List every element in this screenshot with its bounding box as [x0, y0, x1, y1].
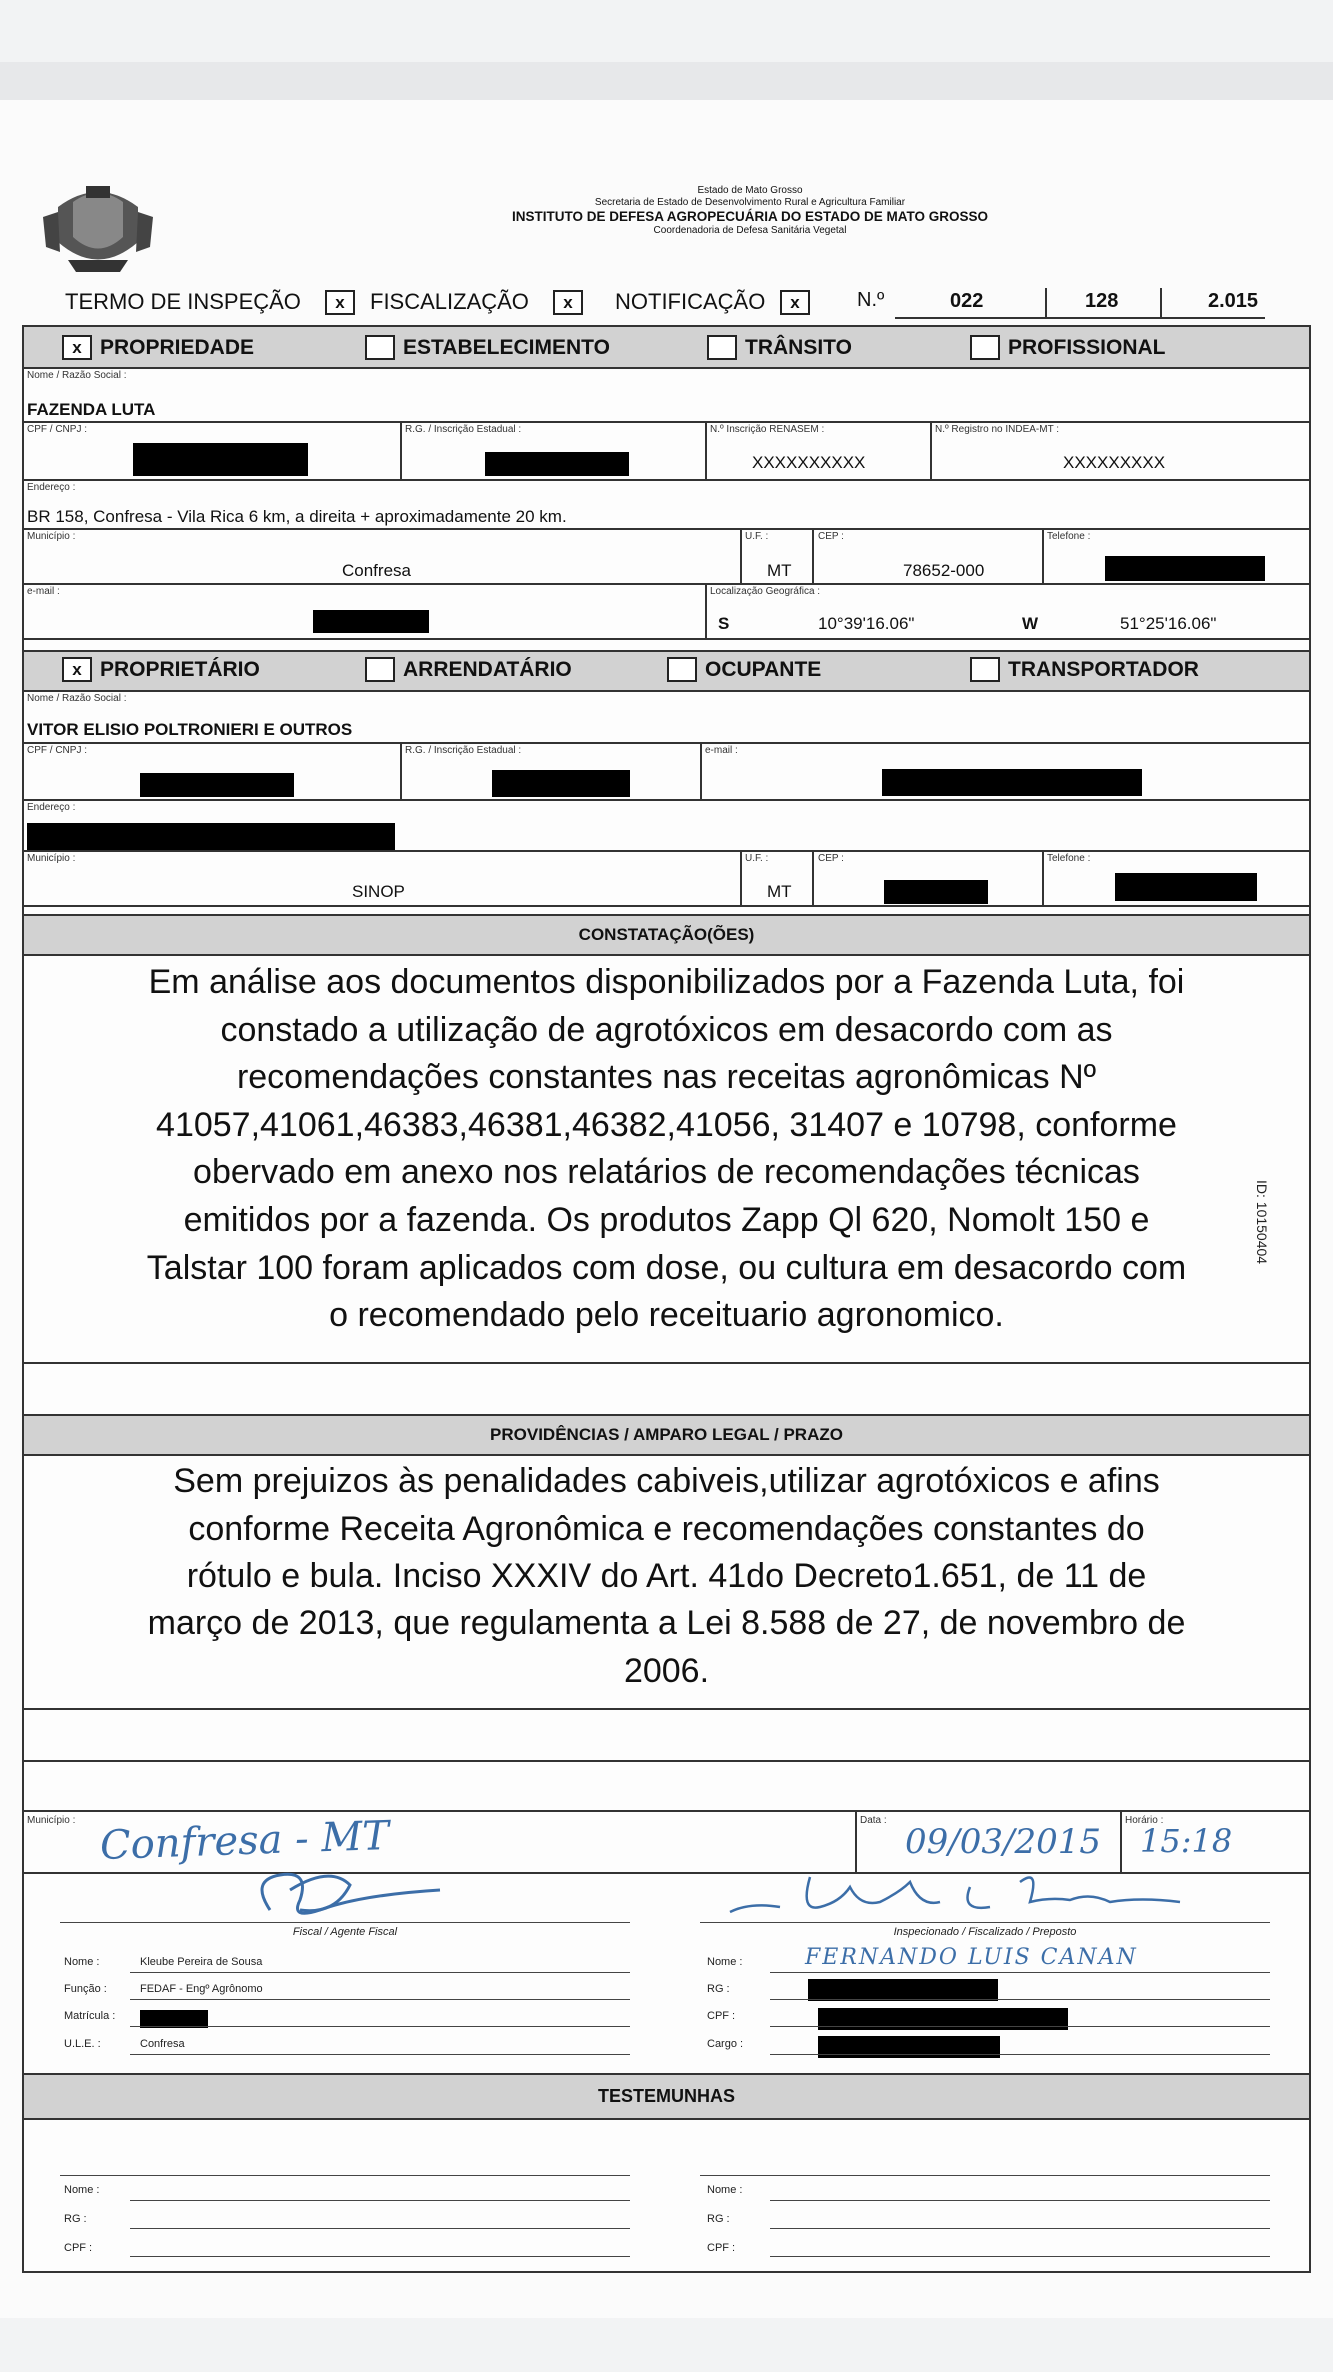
numero-part-2: 128 — [1085, 290, 1119, 312]
insp-nome-label: Nome : — [707, 1956, 743, 1968]
rule — [130, 2200, 630, 2201]
constatacao-line: constado a utilização de agrotóxicos em desacordo com as — [220, 1011, 1113, 1049]
rule — [130, 1999, 630, 2000]
rule — [22, 954, 1311, 956]
sign-data-label: Data : — [860, 1815, 887, 1826]
local-municipio-value: Confresa — [342, 561, 411, 580]
proprietario-checkbox[interactable]: x — [62, 657, 92, 682]
rule — [22, 1362, 1311, 1364]
resp-endereco-label: Endereço : — [27, 802, 76, 813]
rule — [22, 905, 1311, 907]
fiscal-nome-label: Nome : — [64, 1956, 100, 1968]
rule — [22, 2073, 1311, 2075]
numero-part-1: 022 — [950, 290, 984, 312]
rule — [700, 742, 702, 799]
estabelecimento-label: ESTABELECIMENTO — [403, 336, 610, 359]
local-telefone-redaction — [1105, 556, 1265, 581]
rule — [705, 421, 707, 479]
local-indea-label: N.º Registro no INDEA-MT : — [935, 424, 1060, 435]
fiscal-ule-label: U.L.E. : — [64, 2038, 101, 2050]
rule — [130, 2256, 630, 2257]
testemunhas-title: TESTEMUNHAS — [597, 2086, 735, 2106]
rule — [22, 1760, 1311, 1762]
test2-rg-label: RG : — [707, 2213, 730, 2225]
resp-rg-redaction — [492, 770, 630, 797]
resp-telefone-redaction — [1115, 873, 1257, 901]
numero-part-3: 2.015 — [1208, 290, 1259, 312]
local-lat-value: 10°39'16.06" — [818, 614, 915, 633]
coat-of-arms-icon — [38, 172, 158, 282]
rule — [22, 2118, 1311, 2120]
rule — [812, 850, 814, 905]
local-nome-value: FAZENDA LUTA — [27, 400, 156, 419]
profissional-checkbox[interactable] — [970, 335, 1000, 360]
local-cep-label: CEP : — [818, 531, 844, 542]
ocupante-checkbox[interactable] — [667, 657, 697, 682]
rule — [770, 2200, 1270, 2201]
propriedade-label: PROPRIEDADE — [100, 336, 255, 359]
resp-uf-value: MT — [767, 882, 792, 901]
sign-municipio-handwritten: Confresa - MT — [99, 1812, 390, 1870]
rule — [705, 583, 707, 638]
local-lon-dir: W — [1022, 614, 1039, 633]
fiscal-funcao-label: Função : — [64, 1983, 107, 1995]
rule — [22, 850, 1311, 852]
termo-inspecao-label: TERMO DE INSPEÇÃO — [65, 289, 301, 314]
rule — [22, 742, 1311, 744]
rule — [812, 528, 814, 583]
local-indea-value: XXXXXXXXX — [1063, 453, 1166, 472]
local-cep-value: 78652-000 — [903, 561, 985, 580]
resp-cpf-redaction — [140, 773, 294, 797]
transito-label: TRÂNSITO — [745, 336, 852, 359]
local-rg-label: R.G. / Inscrição Estadual : — [405, 424, 522, 435]
sign-data-handwritten: 09/03/2015 — [905, 1822, 1101, 1862]
constatacao-line: Em análise aos documentos disponibilizados por a Fazenda Luta, foi — [148, 963, 1185, 1001]
local-cpf-redaction — [133, 443, 308, 476]
numero-divider-2 — [1160, 288, 1162, 318]
rule — [400, 421, 402, 479]
insp-cpf-label: CPF : — [707, 2010, 736, 2022]
local-telefone-label: Telefone : — [1047, 531, 1091, 542]
rule — [1042, 850, 1044, 905]
providencias-line: março de 2013, que regulamenta a Lei 8.588 de 27, de novembro de — [147, 1604, 1186, 1642]
rule — [22, 583, 1311, 585]
local-nome-label: Nome / Razão Social : — [27, 370, 127, 381]
local-email-redaction — [313, 610, 429, 633]
fiscal-caption: Fiscal / Agente Fiscal — [292, 1926, 398, 1938]
fiscal-signature — [240, 1860, 460, 1928]
local-renasem-value: XXXXXXXXXX — [752, 453, 866, 472]
rule — [22, 367, 1311, 369]
constatacao-line: obervado em anexo nos relatários de recomendações técnicas — [193, 1153, 1140, 1191]
resp-cpf-label: CPF / CNPJ : — [27, 745, 88, 756]
bottom-background-band — [0, 2318, 1333, 2372]
test2-cpf-label: CPF : — [707, 2242, 736, 2254]
local-renasem-label: N.º Inscrição RENASEM : — [710, 424, 825, 435]
transportador-label: TRANSPORTADOR — [1008, 658, 1199, 681]
local-municipio-label: Município : — [27, 531, 76, 542]
insp-nome-handwritten: FERNANDO LUIS CANAN — [805, 1945, 1138, 1970]
test1-nome-label: Nome : — [64, 2184, 100, 2196]
constatacao-title: CONSTATAÇÃO(ÕES) — [578, 925, 755, 944]
rule — [22, 690, 1311, 692]
propriedade-checkbox[interactable]: x — [62, 335, 92, 360]
rule — [740, 850, 742, 905]
rule — [770, 2256, 1270, 2257]
local-endereco-value: BR 158, Confresa - Vila Rica 6 km, a direita + aproximadamente 20 km. — [27, 507, 567, 526]
fiscal-nome-value: Kleube Pereira de Sousa — [140, 1956, 263, 1968]
local-geo-label: Localização Geográfica : — [710, 586, 821, 597]
rule — [22, 1810, 1311, 1812]
header-secretaria: Secretaria de Estado de Desenvolvimento Rural e Agricultura Familiar — [594, 197, 906, 208]
rule — [22, 1414, 1311, 1416]
rule — [22, 479, 1311, 481]
test2-nome-label: Nome : — [707, 2184, 743, 2196]
local-email-label: e-mail : — [27, 586, 60, 597]
constatacao-line: recomendações constantes nas receitas agronômicas Nº — [236, 1058, 1097, 1096]
header-block — [400, 185, 1100, 237]
proprietario-label: PROPRIETÁRIO — [100, 658, 260, 681]
providencias-line: conforme Receita Agronômica e recomendações constantes do — [188, 1510, 1145, 1548]
transito-checkbox[interactable] — [707, 335, 737, 360]
rule — [770, 1972, 1270, 1973]
rule — [130, 2228, 630, 2229]
inspecionado-caption: Inspecionado / Fiscalizado / Preposto — [893, 1926, 1077, 1938]
test1-cpf-label: CPF : — [64, 2242, 93, 2254]
local-rg-redaction — [485, 452, 629, 476]
termo-notificacao-checkbox[interactable]: x — [780, 290, 810, 315]
estabelecimento-checkbox[interactable] — [365, 335, 395, 360]
margin-side-id: ID: 10150404 — [1254, 1180, 1270, 1265]
local-lat-dir: S — [718, 614, 730, 633]
transportador-checkbox[interactable] — [970, 657, 1000, 682]
top-background-band — [0, 0, 1333, 62]
inspecionado-signature-line — [700, 1922, 1270, 1923]
numero-label: N.º — [857, 289, 885, 311]
resp-rg-label: R.G. / Inscrição Estadual : — [405, 745, 522, 756]
rule — [130, 2026, 630, 2027]
header-institute: INSTITUTO DE DEFESA AGROPECUÁRIA DO ESTADO DE MATO GROSSO — [511, 209, 989, 224]
resp-cep-redaction — [884, 880, 988, 904]
rule — [770, 2026, 1270, 2027]
rule — [770, 2054, 1270, 2055]
sign-horario-handwritten: 15:18 — [1140, 1822, 1233, 1860]
constatacao-line: o recomendado pelo receituario agronomico. — [329, 1296, 1004, 1334]
sign-horario-label: Horário : — [1125, 1815, 1164, 1826]
arrendatario-checkbox[interactable] — [365, 657, 395, 682]
termo-fiscalizacao-checkbox[interactable]: x — [553, 290, 583, 315]
numero-underline — [895, 317, 1265, 319]
insp-cargo-label: Cargo : — [707, 2038, 744, 2050]
resp-email-label: e-mail : — [705, 745, 738, 756]
test1-rg-label: RG : — [64, 2213, 87, 2225]
insp-rg-label: RG : — [707, 1983, 730, 1995]
testemunha-1-signature-line — [60, 2175, 630, 2176]
resp-telefone-label: Telefone : — [1047, 853, 1091, 864]
rule — [930, 421, 932, 479]
numero-divider-1 — [1045, 288, 1047, 318]
rule — [770, 1999, 1270, 2000]
resp-endereco-redaction — [27, 823, 395, 850]
rule — [770, 2228, 1270, 2229]
rule — [400, 742, 402, 799]
termo-fiscalizacao-label: FISCALIZAÇÃO — [370, 289, 529, 314]
termo-inspecao-checkbox[interactable]: x — [325, 290, 355, 315]
fiscal-signature-line — [60, 1922, 630, 1923]
local-endereco-label: Endereço : — [27, 482, 76, 493]
rule — [22, 421, 1311, 423]
resp-nome-value: VITOR ELISIO POLTRONIERI E OUTROS — [27, 720, 353, 739]
constatacao-line: 41057,41061,46383,46381,46382,41056, 31407 e 10798, conforme — [156, 1106, 1177, 1144]
fiscal-matricula-label: Matrícula : — [64, 2010, 116, 2022]
arrendatario-label: ARRENDATÁRIO — [403, 658, 572, 681]
rule — [130, 2054, 630, 2055]
sign-municipio-label: Município : — [27, 1815, 76, 1826]
constatacao-line: Talstar 100 foram aplicados com dose, ou cultura em desacordo com — [146, 1249, 1187, 1287]
rule — [22, 1454, 1311, 1456]
resp-cep-label: CEP : — [818, 853, 844, 864]
header-state: Estado de Mato Grosso — [697, 185, 803, 196]
constatacao-line: emitidos por a fazenda. Os produtos Zapp Ql 620, Nomolt 150 e — [183, 1201, 1150, 1239]
ocupante-label: OCUPANTE — [705, 658, 822, 681]
local-cpf-label: CPF / CNPJ : — [27, 424, 88, 435]
rule — [130, 1972, 630, 1973]
profissional-label: PROFISSIONAL — [1008, 336, 1166, 359]
providencias-title: PROVIDÊNCIAS / AMPARO LEGAL / PRAZO — [490, 1425, 843, 1444]
rule — [22, 650, 1311, 652]
providencias-line: Sem prejuizos às penalidades cabiveis,utilizar agrotóxicos e afins — [173, 1462, 1160, 1500]
providencias-line: 2006. — [623, 1652, 710, 1690]
inspecionado-signature — [720, 1862, 1190, 1922]
rule — [22, 914, 1311, 916]
rule — [1042, 528, 1044, 583]
local-uf-value: MT — [767, 561, 792, 580]
rule — [22, 799, 1311, 801]
resp-municipio-value: SINOP — [352, 882, 405, 901]
local-uf-label: U.F. : — [745, 531, 769, 542]
resp-uf-label: U.F. : — [745, 853, 769, 864]
rule — [22, 1708, 1311, 1710]
termo-notificacao-label: NOTIFICAÇÃO — [615, 289, 766, 314]
resp-nome-label: Nome / Razão Social : — [27, 693, 127, 704]
fiscal-funcao-value: FEDAF - Engº Agrônomo — [140, 1983, 263, 1995]
rule — [22, 528, 1311, 530]
providencias-line: rótulo e bula. Inciso XXXIV do Art. 41do Decreto1.651, de 11 de — [186, 1557, 1147, 1595]
resp-email-redaction — [882, 769, 1142, 796]
testemunha-2-signature-line — [700, 2175, 1270, 2176]
insp-rg-redaction — [808, 1979, 998, 2001]
rule — [22, 638, 1311, 640]
local-lon-value: 51°25'16.06" — [1120, 614, 1217, 633]
resp-municipio-label: Município : — [27, 853, 76, 864]
fiscal-ule-value: Confresa — [140, 2038, 185, 2050]
rule — [740, 528, 742, 583]
header-coordenadoria: Coordenadoria de Defesa Sanitária Vegetal — [653, 225, 847, 236]
